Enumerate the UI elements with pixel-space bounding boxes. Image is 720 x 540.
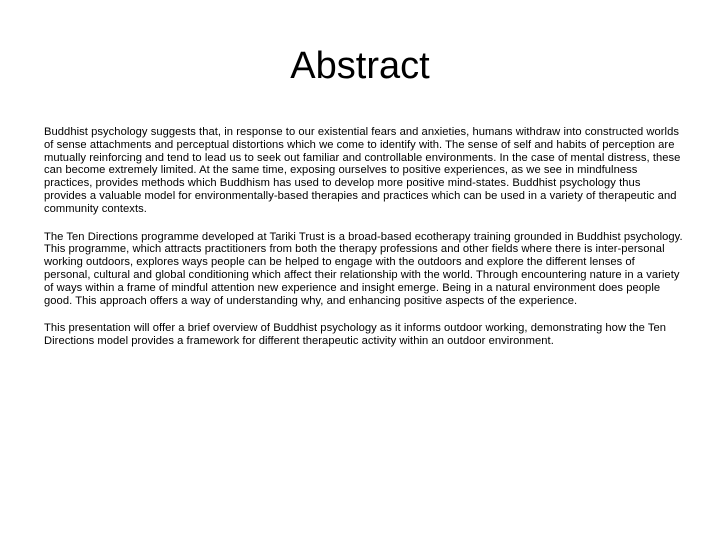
abstract-paragraph-2: The Ten Directions programme developed at Tariki Trust is a broad-based ecotherapy training grounded in Buddhist psychology. This programme, which attracts practitioners from both the therapy professions and other fields where there is inter-personal working outdoors, explores ways people can be helped to engage with the outdoors and explore the different lenses of personal, cultural and global conditioning which affect their relationship with the world. Through encountering nature in a variety of ways within a frame of mindful attention new experience and insight emerge. Being in a natural environment does people good. This approach offers a way of understanding why, and enhancing positive aspects of the experience. — [44, 230, 683, 307]
slide-title: Abstract — [290, 45, 430, 87]
abstract-body — [44, 126, 684, 363]
abstract-paragraph-3: This presentation will offer a brief overview of Buddhist psychology as it informs outdoor working, demonstrating how the Ten Directions model provides a framework for different therapeutic activity within an outdoor environment. — [44, 322, 667, 348]
abstract-paragraph-1: Buddhist psychology suggests that, in response to our existential fears and anxieties, humans withdraw into constructed worlds of sense attachments and perceptual distortions which we come to identify with. The sense of self and habits of perception are mutually reinforcing and tend to lead us to seek out familiar and controllable environments. In the case of mental distress, these can become extremely limited. At the same time, exposing ourselves to positive experiences, as we see in mindfulness practices, provides methods which Buddhism has used to develop more positive mind-states. Buddhist psychology thus provides a valuable model for environmentally-based therapies and practices which can be used in a variety of therapeutic and community contexts. — [44, 126, 681, 215]
